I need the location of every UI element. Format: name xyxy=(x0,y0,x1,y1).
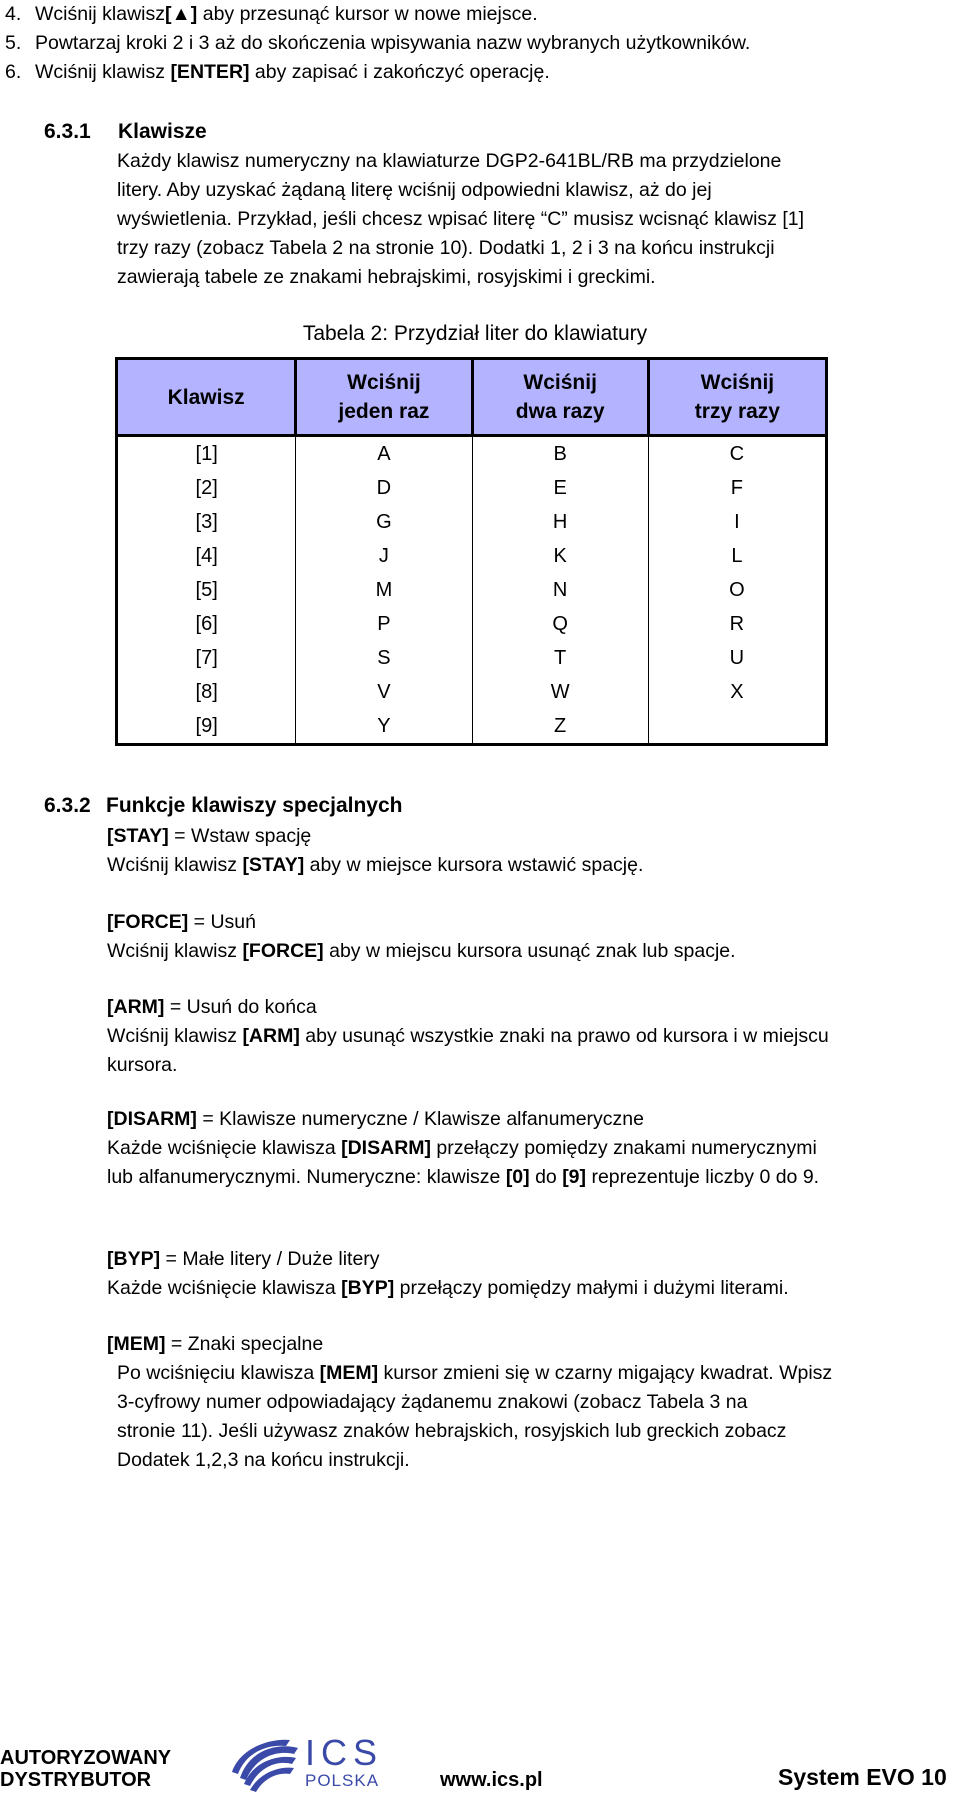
letter-cell: Q xyxy=(472,607,648,641)
key-cell: [6] xyxy=(117,607,296,641)
letter-cell xyxy=(648,709,826,745)
letter-cell: R xyxy=(648,607,826,641)
letter-cell: K xyxy=(472,539,648,573)
letter-cell: G xyxy=(296,505,472,539)
logo-polska: POLSKA xyxy=(305,1771,380,1790)
letter-cell: A xyxy=(296,436,472,472)
table-row xyxy=(117,607,827,641)
footer-page-label: System EVO 10 xyxy=(778,1764,947,1790)
table-header-row xyxy=(117,359,827,436)
letter-cell: B xyxy=(472,436,648,472)
letter-cell: E xyxy=(472,471,648,505)
logo-ics: ICS xyxy=(305,1732,384,1773)
letter-cell: X xyxy=(648,675,826,709)
table-row xyxy=(117,641,827,675)
step-4: 4. Wciśnij klawisz[▲] aby przesunąć kursor w nowe miejsce. xyxy=(5,3,538,25)
letter-cell: J xyxy=(296,539,472,573)
key-cell: [1] xyxy=(117,436,296,472)
table-row xyxy=(117,709,827,745)
letter-cell: N xyxy=(472,573,648,607)
key-up-arrow: [▲] xyxy=(165,3,198,25)
letter-cell: Z xyxy=(472,709,648,745)
key-enter: [ENTER] xyxy=(170,61,250,83)
table-row xyxy=(117,436,827,472)
force-key-block: [FORCE] = Usuń Wciśnij klawisz [FORCE] aby w miejscu kursora usunąć znak lub spacje. xyxy=(107,911,736,962)
byp-key-block: [BYP] = Małe litery / Duże litery Każde wciśnięcie klawisza [BYP] przełączy pomiędzy małymi i dużymi literami. xyxy=(107,1248,789,1299)
section-paragraph-klawisze: Każdy klawisz numeryczny na klawiaturze DGP2-641BL/RB ma przydzielone litery. Aby uzyskać żądaną literę wciśnij odpowiedni klawisz, aż do jej wyświetlenia. Przykład, jeśli chcesz wpisać literę “C” musisz wcisnąć klawisz [1] trzy razy (zobacz Tabela 2 na stronie 10). Dodatki 1, 2 i 3 na końcu instrukcji zawierają tabele ze znakami hebrajskimi, rosyjskimi i greckimi. xyxy=(117,150,805,288)
letter-cell: D xyxy=(296,471,472,505)
letter-cell: M xyxy=(296,573,472,607)
letter-cell: F xyxy=(648,471,826,505)
letter-cell: C xyxy=(648,436,826,472)
letter-cell: H xyxy=(472,505,648,539)
table-row xyxy=(117,539,827,573)
step-6: 6. Wciśnij klawisz [ENTER] aby zapisać i zakończyć operację. xyxy=(5,61,550,83)
key-cell: [7] xyxy=(117,641,296,675)
key-cell: [8] xyxy=(117,675,296,709)
arm-key-block: [ARM] = Usuń do końca Wciśnij klawisz [ARM] aby usunąć wszystkie znaki na prawo od kursora i w miejscu kursora. xyxy=(107,996,829,1076)
disarm-key-block: [DISARM] = Klawisze numeryczne / Klawisze alfanumeryczne Każde wciśnięcie klawisza [DISARM] przełączy pomiędzy znakami numerycznymi lub alfanumerycznymi. Numeryczne: klawisze [0] do [9] reprezentuje liczby 0 do 9. xyxy=(107,1108,820,1188)
letter-cell: U xyxy=(648,641,826,675)
key-cell: [5] xyxy=(117,573,296,607)
letter-assignment-table xyxy=(115,357,828,746)
table-row xyxy=(117,675,827,709)
key-cell: [4] xyxy=(117,539,296,573)
table-body xyxy=(117,436,827,745)
header-twice: Wciśnij dwa razy xyxy=(472,359,648,436)
step-5: 5. Powtarzaj kroki 2 i 3 aż do skończenia wpisywania nazw wybranych użytkowników. xyxy=(5,32,751,54)
steps-list xyxy=(5,0,955,87)
letter-cell: I xyxy=(648,505,826,539)
section-heading-special-keys: 6.3.2 Funkcje klawiszy specjalnych xyxy=(44,794,403,817)
table-caption: Tabela 2: Przydział liter do klawiatury xyxy=(302,322,648,345)
section-heading-klawisze: 6.3.1 Klawisze xyxy=(44,120,207,143)
table-row xyxy=(117,505,827,539)
letter-cell: O xyxy=(648,573,826,607)
letter-cell: L xyxy=(648,539,826,573)
table-row xyxy=(117,573,827,607)
footer-url: www.ics.pl xyxy=(440,1769,543,1791)
key-cell: [9] xyxy=(117,709,296,745)
letter-cell: V xyxy=(296,675,472,709)
letter-cell: P xyxy=(296,607,472,641)
ics-logo-icon xyxy=(230,1738,300,1796)
key-cell: [2] xyxy=(117,471,296,505)
letter-cell: S xyxy=(296,641,472,675)
header-once: Wciśnij jeden raz xyxy=(296,359,472,436)
letter-cell: T xyxy=(472,641,648,675)
letter-cell: W xyxy=(472,675,648,709)
mem-key-block: [MEM] = Znaki specjalne Po wciśnięciu klawisza [MEM] kursor zmieni się w czarny migający kwadrat. Wpisz 3-cyfrowy numer odpowiadający żądanemu znakowi (zobacz Tabela 3 na stronie 11). Jeśli używasz znaków hebrajskich, rosyjskich lub greckich zobacz Dodatek 1,2,3 na końcu instrukcji. xyxy=(107,1333,833,1471)
key-cell: [3] xyxy=(117,505,296,539)
header-thrice: Wciśnij trzy razy xyxy=(648,359,826,436)
stay-key-block: [STAY] = Wstaw spację Wciśnij klawisz [STAY] aby w miejsce kursora wstawić spację. xyxy=(107,825,644,876)
table-row xyxy=(117,471,827,505)
letter-cell: Y xyxy=(296,709,472,745)
header-klawisz: Klawisz xyxy=(117,359,296,436)
footer-distributor: AUTORYZOWANY DYSTRYBUTOR xyxy=(0,1747,172,1791)
